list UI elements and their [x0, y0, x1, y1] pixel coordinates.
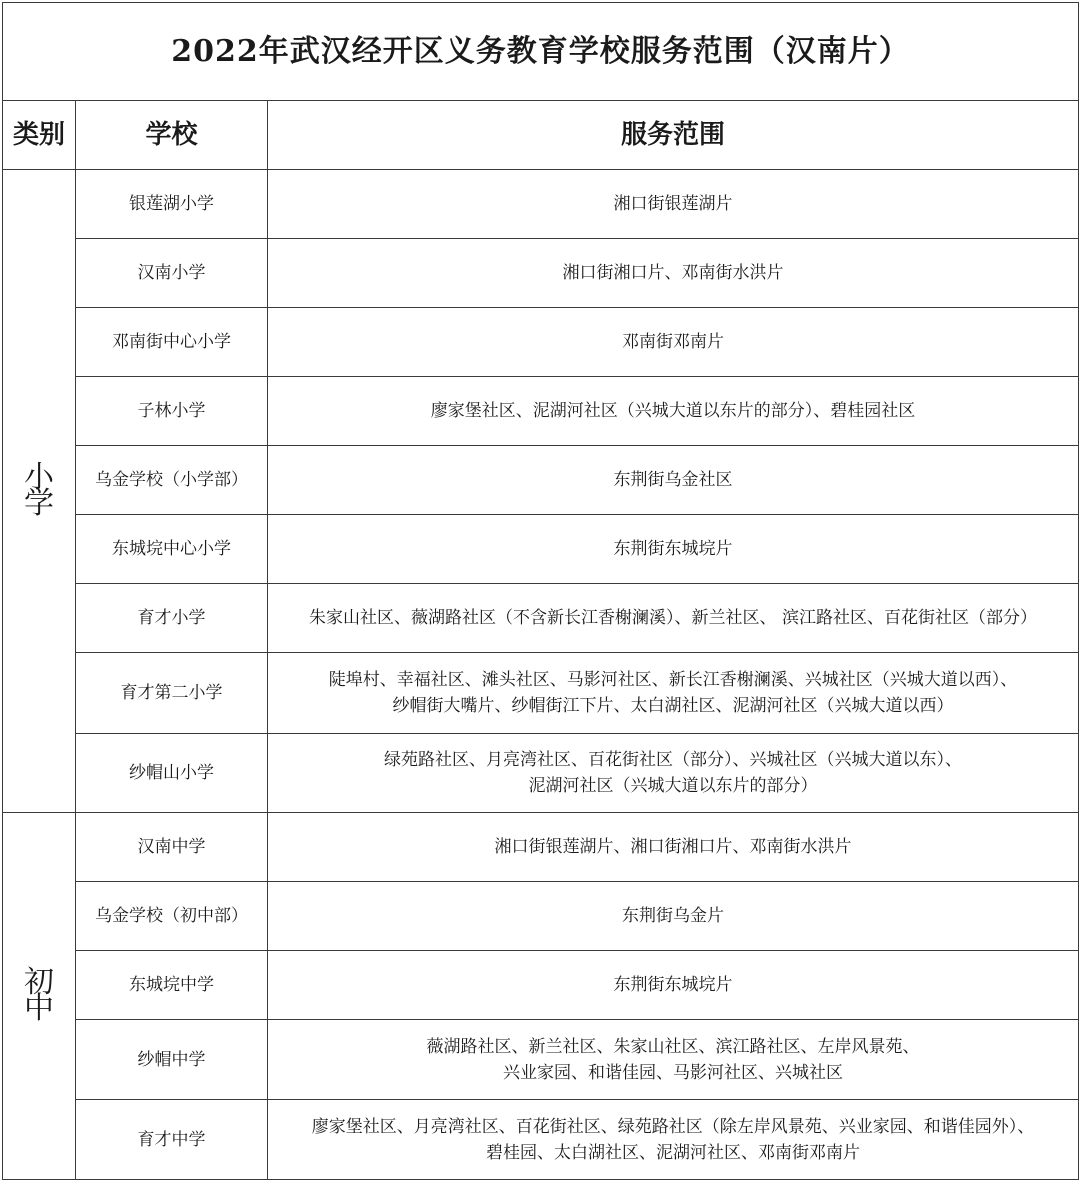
school-name: 汉南中学	[76, 813, 268, 882]
table-row	[3, 882, 1079, 951]
service-area	[268, 1100, 1079, 1180]
service-area-line: 朱家山社区、薇湖路社区（不含新长江香榭澜溪）、新兰社区、 滨江路社区、百花街社区（部分）	[309, 608, 1037, 628]
header-area: 服务范围	[268, 101, 1079, 170]
service-area-line: 兴业家园、和谐佳园、马影河社区、兴城社区	[503, 1062, 843, 1083]
service-area-line: 湘口街银莲湖片、湘口街湘口片、邓南街水洪片	[494, 837, 852, 857]
school-name: 邓南街中心小学	[76, 308, 268, 377]
table-row	[3, 515, 1079, 584]
service-area-line: 薇湖路社区、新兰社区、朱家山社区、滨江路社区、左岸风景苑、	[426, 1036, 920, 1057]
service-area	[268, 377, 1079, 446]
service-area-line: 湘口街湘口片、邓南街水洪片	[562, 263, 784, 283]
category-char: 学	[24, 486, 54, 521]
service-area-line: 泥湖河社区（兴城大道以东片的部分）	[528, 776, 818, 796]
service-area	[268, 813, 1079, 882]
service-area	[268, 1020, 1079, 1100]
school-name: 东城垸中学	[76, 951, 268, 1020]
school-name: 子林小学	[76, 377, 268, 446]
table-row	[3, 734, 1079, 813]
table-row	[3, 584, 1079, 653]
service-area-line: 东荆街乌金片	[622, 906, 724, 926]
service-area	[268, 882, 1079, 951]
service-area-line: 陡埠村、幸福社区、滩头社区、马影河社区、新长江香榭澜溪、兴城社区（兴城大道以西）、	[328, 670, 1018, 690]
table-row	[3, 170, 1079, 239]
table-row	[3, 377, 1079, 446]
service-area	[268, 515, 1079, 584]
category-cell	[3, 170, 76, 813]
category-cell	[3, 813, 76, 1180]
service-area-line: 东荆街东城垸片	[613, 975, 733, 995]
header-category: 类别	[3, 101, 76, 170]
table-row	[3, 239, 1079, 308]
service-area	[268, 170, 1079, 239]
service-area	[268, 734, 1079, 813]
school-name: 育才小学	[76, 584, 268, 653]
school-name: 东城垸中心小学	[76, 515, 268, 584]
table-row	[3, 1020, 1079, 1100]
service-area-line: 绿苑路社区、月亮湾社区、百花街社区（部分）、兴城社区（兴城大道以东）、	[384, 750, 962, 770]
service-area-line: 廖家堡社区、月亮湾社区、百花街社区、绿苑路社区（除左岸风景苑、兴业家园、和谐佳园外）、	[311, 1116, 1035, 1137]
service-area	[268, 653, 1079, 734]
school-name: 育才第二小学	[76, 653, 268, 734]
service-area	[268, 308, 1079, 377]
title-row	[3, 3, 1079, 101]
school-name: 银莲湖小学	[76, 170, 268, 239]
service-area-line: 廖家堡社区、泥湖河社区（兴城大道以东片的部分）、碧桂园社区	[430, 401, 916, 421]
header-school: 学校	[76, 101, 268, 170]
service-area	[268, 584, 1079, 653]
header-row	[3, 101, 1079, 170]
service-area-table	[2, 2, 1079, 1180]
table-title: 2022年武汉经开区义务教育学校服务范围（汉南片）	[3, 3, 1079, 101]
table-row	[3, 308, 1079, 377]
school-name: 汉南小学	[76, 239, 268, 308]
service-area	[268, 239, 1079, 308]
service-area-line: 邓南街邓南片	[622, 332, 724, 352]
category-char: 小	[24, 460, 54, 495]
category-char: 中	[24, 991, 54, 1026]
school-name: 纱帽中学	[76, 1020, 268, 1100]
service-area-line: 碧桂园、太白湖社区、泥湖河社区、邓南街邓南片	[486, 1142, 860, 1163]
service-area-line: 东荆街乌金社区	[613, 470, 733, 490]
school-name: 育才中学	[76, 1100, 268, 1180]
table-row	[3, 951, 1079, 1020]
table-row	[3, 813, 1079, 882]
school-name: 乌金学校（小学部）	[76, 446, 268, 515]
service-area	[268, 446, 1079, 515]
category-char: 初	[24, 965, 54, 1000]
table-row	[3, 653, 1079, 734]
service-area-line: 纱帽街大嘴片、纱帽街江下片、太白湖社区、泥湖河社区（兴城大道以西）	[392, 696, 954, 716]
table-row	[3, 446, 1079, 515]
school-name: 纱帽山小学	[76, 734, 268, 813]
service-area	[268, 951, 1079, 1020]
table-row	[3, 1100, 1079, 1180]
service-area-line: 湘口街银莲湖片	[613, 194, 733, 214]
school-name: 乌金学校（初中部）	[76, 882, 268, 951]
service-area-line: 东荆街东城垸片	[613, 539, 733, 559]
